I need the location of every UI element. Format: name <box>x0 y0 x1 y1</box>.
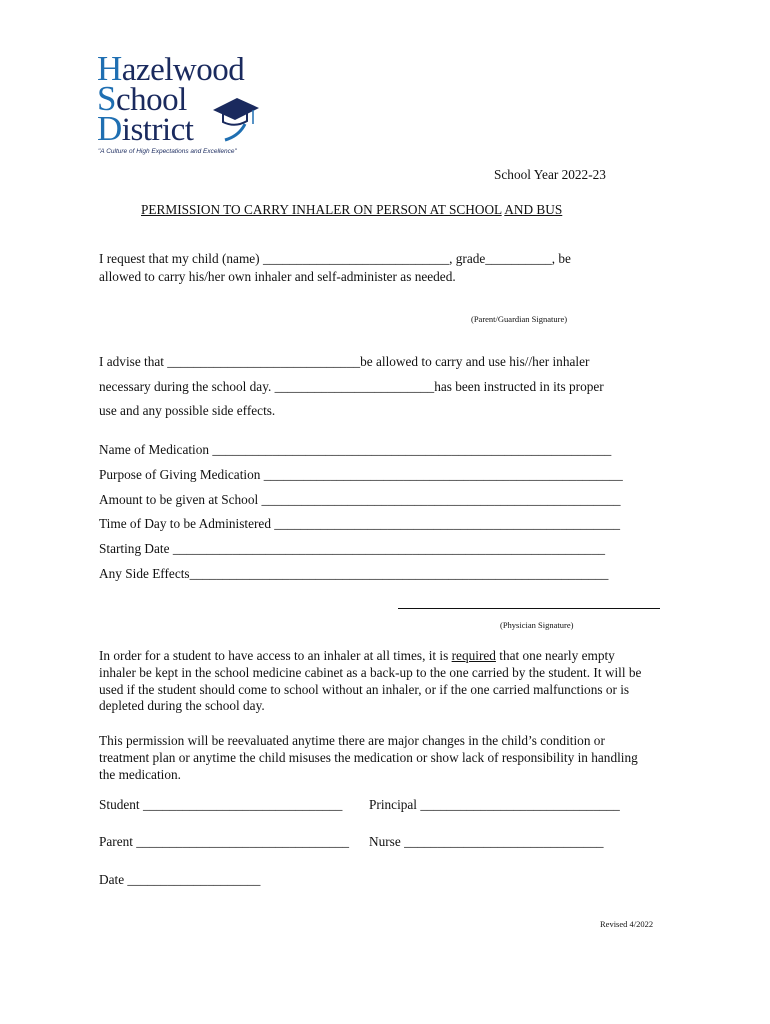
date-field[interactable]: Date ____________________ <box>99 872 261 887</box>
field-medication-name[interactable]: Name of Medication ____________________________________________________________ <box>99 442 612 457</box>
required-emphasis: required <box>451 648 496 663</box>
field-side-effects[interactable]: Any Side Effects_______________________________________________________________ <box>99 566 609 581</box>
request-line-2: allowed to carry his/her own inhaler and self-administer as needed. <box>99 269 456 284</box>
request-line-1: I request that my child (name) ____________________________, grade__________, be <box>99 251 571 266</box>
student-signature-field[interactable]: Student ______________________________ <box>99 797 343 812</box>
physician-signature-line[interactable] <box>398 608 660 609</box>
nurse-signature-field[interactable]: Nurse ______________________________ <box>369 834 604 849</box>
principal-signature-field[interactable]: Principal ______________________________ <box>369 797 620 812</box>
form-title <box>141 202 562 218</box>
logo-line-school: School <box>97 79 187 118</box>
physician-signature-label: (Physician Signature) <box>500 620 574 630</box>
revised-date: Revised 4/2022 <box>600 919 654 929</box>
backup-inhaler-paragraph: In order for a student to have access to an inhaler at all times, it is required that one nearly empty inhaler be kept in the school medicine cabinet as a back-up to the one carried by the student. It will be used if the student should come to school without an inhaler, or if the one carried malfunctions or is depleted during the school day. <box>99 648 642 714</box>
advise-line-2: necessary during the school day. ________________________has been instructed in its proper <box>99 379 604 394</box>
school-year: School Year 2022-23 <box>494 167 606 182</box>
advise-line-3: use and any possible side effects. <box>99 403 276 418</box>
graduation-cap-icon <box>209 90 261 148</box>
field-amount[interactable]: Amount to be given at School ______________________________________________________ <box>99 492 621 507</box>
logo-line-hazelwood: Hazelwood <box>97 49 245 88</box>
field-starting-date[interactable]: Starting Date _________________________________________________________________ <box>99 541 606 556</box>
logo-line-district: District <box>97 109 194 148</box>
field-time-of-day[interactable]: Time of Day to be Administered ____________________________________________________ <box>99 516 621 531</box>
form-title-main: PERMISSION TO CARRY INHALER ON PERSON AT SCHOOL <box>141 202 502 217</box>
reevaluation-paragraph: This permission will be reevaluated anytime there are major changes in the child’s condition or treatment plan or anytime the child misuses the medication or show lack of responsibility in handling the medication. <box>99 733 638 782</box>
parent-signature-label: (Parent/Guardian Signature) <box>471 314 568 324</box>
parent-signature-field[interactable]: Parent ________________________________ <box>99 834 350 849</box>
logo-tagline: "A Culture of High Expectations and Excellence" <box>98 148 237 155</box>
advise-line-1: I advise that _____________________________be allowed to carry and use his//her inhaler <box>99 354 590 369</box>
form-title-suffix: AND BUS <box>504 202 563 217</box>
district-logo <box>97 49 272 167</box>
field-purpose[interactable]: Purpose of Giving Medication ______________________________________________________ <box>99 467 623 482</box>
